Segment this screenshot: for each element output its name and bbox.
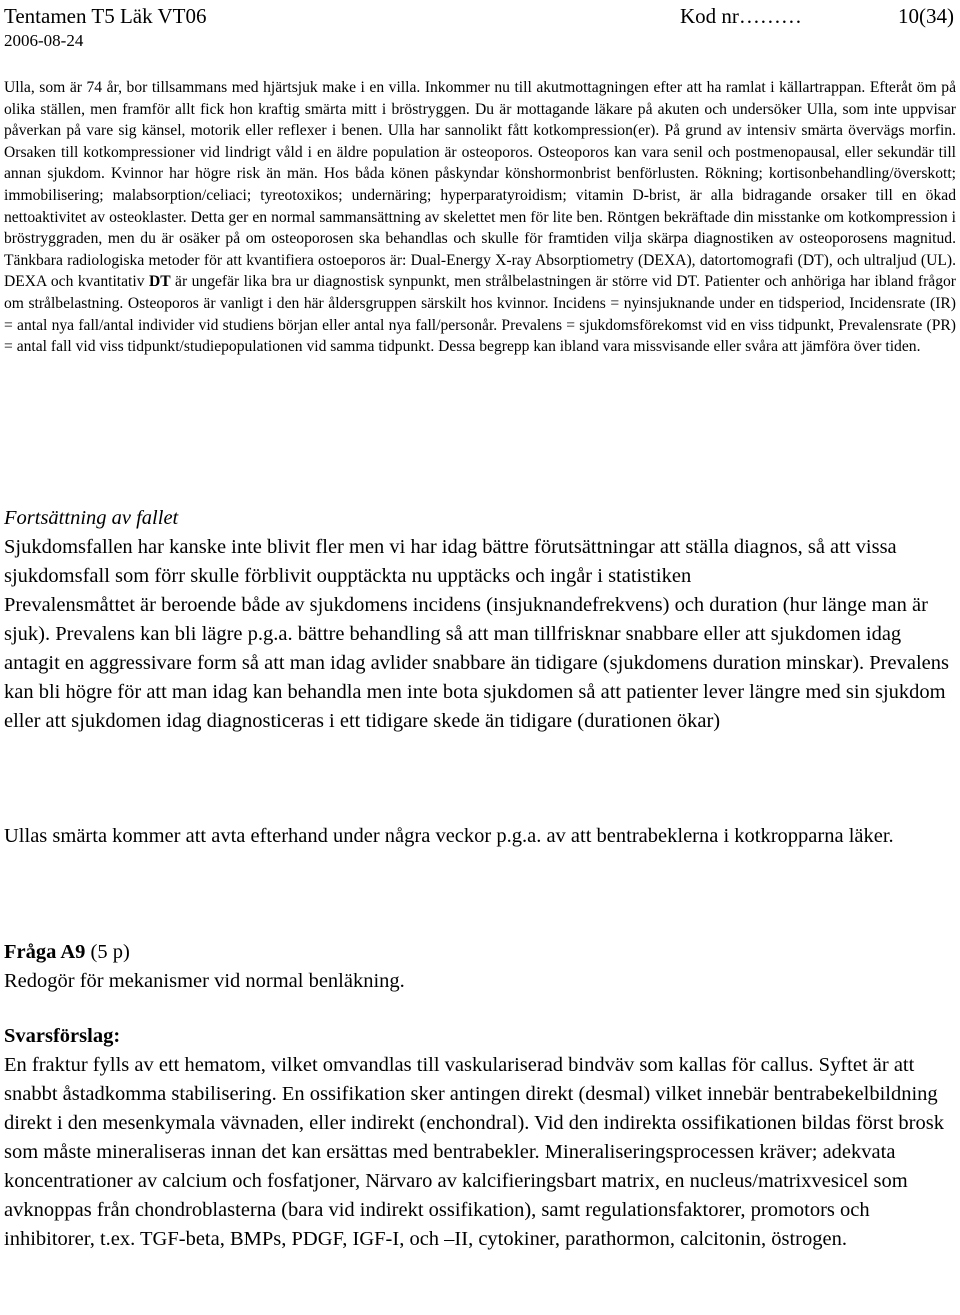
page-number: 10(34) (898, 4, 954, 28)
case-risk-factors: Rökning; kortisonbehandling/överskott; immobilisering; malabsorption/celiaci; tyreotoxikos; undernäring; hyperparatyroidism; vitamin D-brist, är alla bidragande orsaker till en ökad nettoaktivitet av osteoklaster. Detta ger en normal sammansättning av skelettet men för lite ben. Röntgen bekräftade din misstanke om kotkompression i bröstryggraden, men du är osäker på om osteoporosen ska behandlas och skulle för framtiden vilja skärpa diagnostiken av osteoporosens magnitud. Tänkbara radiologiska metoder för att kvantifiera ostoeporos är: Dual-Energy X-ray Absorptiometry (DEXA), datortomografi (DT), och ultraljud (UL). DEXA och kvantitativ (4, 165, 957, 291)
continuation-paragraph-2: Prevalensmåttet är beroende både av sjukdomens incidens (insjuknandefrekvens) och duration (hur länge man är sjuk). Prevalens kan bli lägre p.g.a. bättre behandling så att man tillfrisknar snabbare eller att sjukdomen idag antagit en aggressivare form så att man idag avlider snabbare än tidigare (sjukdomens duration minskar). Prevalens kan bli högre för att man idag kan behandla men inte bota sjukdomen så att patienter lever längre med sin sjukdom eller att sjukdomen idag diagnosticeras i ett tidigare skede än tidigare (durationen ökar) (4, 594, 949, 732)
case-exam: Du är mottagande läkare på akuten och undersöker Ulla, som inte uppvisar påverkan på vare sig känsel, motorik eller reflexer i benen. Ulla har sannolikt fått kotkompression(er). På grund av intensiv smärta övervägs morfin. Orsaken till kotkompressioner vid lindrigt våld i en äldre population är osteoporos. Osteoporos kan vara senil och postmenopausal, eller sekundär till annan sjukdom. Kvinnor har högre risk än män. Hos båda könen påskyndar könshormonbrist benförlusten. (4, 100, 956, 183)
answer-label: Svarsförslag: (4, 1025, 121, 1047)
case-intro: Ulla, som är 74 år, bor tillsammans med hjärtsjuk make i en villa. Inkommer nu till akutmottagningen efter att ha ramlat i källartrappan. Efteråt öm på olika ställen, men framför allt fick hon kraftig smärta mitt i bröstryggen. (4, 79, 956, 118)
question-points: (5 p) (85, 941, 130, 963)
case-epidemiology: är ungefär lika bra ur diagnostisk synpunkt, men strålbelastningen är större vid DT. Patienter och anhöriga har ibland frågor om strålbelastning. Osteoporos är vanligt i den här åldersgruppen särskilt hos kvinnor. Incidens = nyinsjuknande under en tidsperiod, Incidensrate (IR) = antal nya fall/antal individer vid studiens början eller antal nya fall/personår. Prevalens = sjukdomsförekomst vid en viss tidpunkt, Prevalensrate (PR) = antal fall vid viss tidpunkt/studiepopulationen vid samma tidpunkt. Dessa begrepp kan ibland vara missvisande eller svåra att jämföra över tiden. (4, 273, 956, 356)
question-heading (4, 938, 956, 967)
page-header-date-row (4, 28, 956, 54)
continuation-section (4, 504, 956, 736)
pain-paragraph-section (4, 822, 956, 851)
dt-bold-term: DT (148, 273, 171, 291)
code-number-label: Kod nr……… (680, 4, 802, 28)
question-label: Fråga A9 (4, 941, 86, 963)
answer-text: En fraktur fylls av ett hematom, vilket omvandlas till vaskulariserad bindväv som kallas för callus. Syftet är att snabbt åstadkomma stabilisering. En ossifikation sker antingen direkt (desmal) vilket innebär bentrabekelbildning direkt i den mesenkymala vävnaden, eller indirekt (enchondral). Vid den indirekta ossifikationen bildas först brosk som måste mineraliseras innan det kan ersättas med bentrabekler. Mineraliseringsprocessen kräver; adekvata koncentrationer av calcium och fosfatjoner, Närvaro av kalcifieringsbart matrix, en nucleus/matrixvesicel som avknoppas från chondroblasterna (bara vid indirekt ossifikation), samt regulationsfaktorer, promotors och inhibitorer, t.ex. TGF-beta, BMPs, PDGF, IGF-I, och –II, cytokiner, parathormon, calcitonin, östrogen. (4, 1054, 944, 1250)
question-text: Redogör för mekanismer vid normal benläkning. (4, 970, 405, 992)
question-section (4, 938, 956, 996)
case-description (4, 77, 956, 358)
exam-title: Tentamen T5 Läk VT06 (4, 4, 207, 28)
continuation-heading: Fortsättning av fallet (4, 507, 179, 529)
continuation-paragraph-3: Ullas smärta kommer att avta efterhand under några veckor p.g.a. av att bentrabeklerna i kotkropparna läker. (4, 825, 894, 847)
continuation-paragraph-1: Sjukdomsfallen har kanske inte blivit fler men vi har idag bättre förutsättningar att ställa diagnos, så att vissa sjukdomsfall som förr skulle förblivit oupptäckta nu upptäcks och ingår i statistiken (4, 536, 897, 587)
page-header (4, 3, 956, 29)
exam-date: 2006-08-24 (4, 31, 84, 50)
answer-section (4, 1022, 956, 1254)
